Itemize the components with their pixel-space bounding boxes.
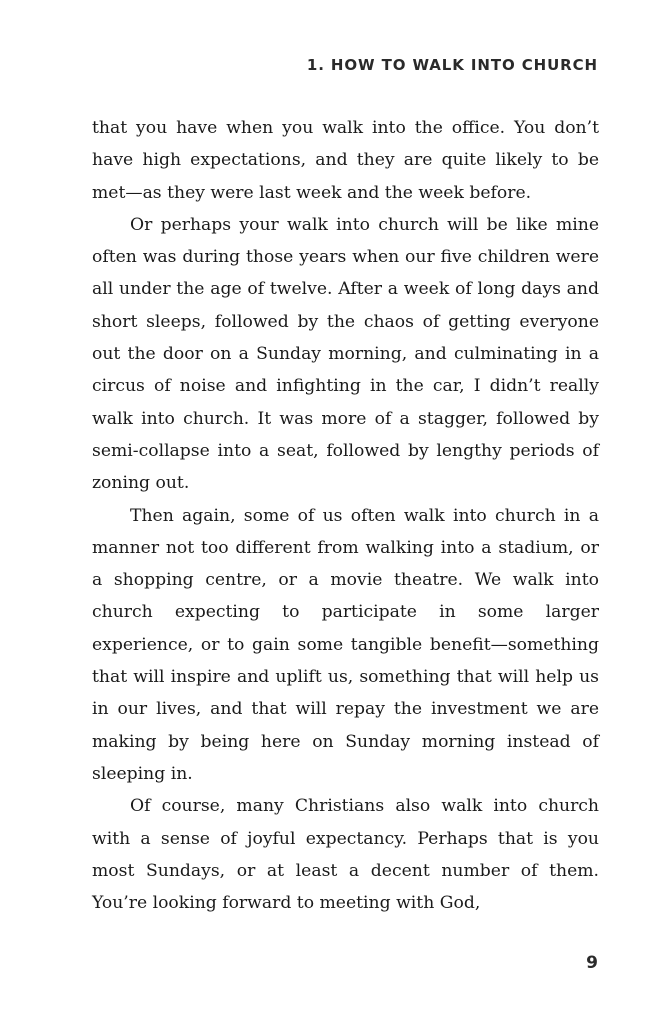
page-number: 9 <box>586 953 598 973</box>
body-text <box>92 112 599 919</box>
paragraph: Then again, some of us often walk into church in a manner not too different from walking into a stadium, or a shopping centre, or a movie theatre. We walk into church expecting to participate in some larger experience, or to gain some tangible benefit—something that will inspire and uplift us, something that will help us in our lives, and that will repay the investment we are making by being here on Sunday morning instead of sleeping in. <box>92 505 599 784</box>
paragraph: that you have when you walk into the office. You don’t have high expectations, and they are quite likely to be met—as they were last week and the week before. <box>92 118 599 203</box>
paragraph: Or perhaps your walk into church will be like mine often was during those years when our five children were all under the age of twelve. After a week of long days and short sleeps, followed by the chaos of getting everyone out the door on a Sunday morning, and culminating in a circus of noise and infighting in the car, I didn’t really walk into church. It was more of a stagger, followed by semi-collapse into a seat, followed by lengthy periods of zoning out. <box>92 214 599 494</box>
running-head: 1. HOW TO WALK INTO CHURCH <box>306 56 598 74</box>
paragraph: Of course, many Christians also walk into church with a sense of joyful expectancy. Perhaps that is you most Sundays, or at least a decent number of them. You’re looking forward to meeting with God, <box>92 796 599 914</box>
